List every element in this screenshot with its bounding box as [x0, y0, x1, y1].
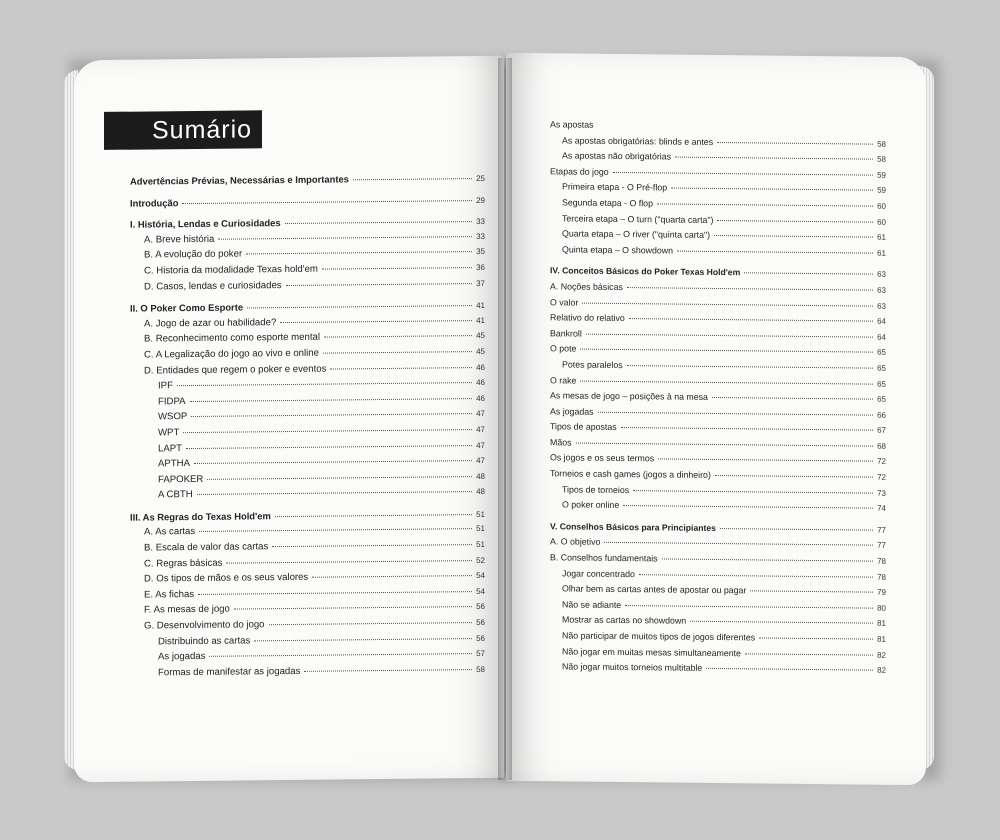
toc-page-number: 58 — [476, 664, 485, 674]
dot-leader — [190, 398, 473, 402]
toc-entry-title: Não se adiante — [562, 599, 622, 610]
toc-page-number: 64 — [877, 332, 886, 342]
toc-page-number: 45 — [476, 346, 485, 356]
toc-page-number: 59 — [877, 170, 886, 180]
dot-leader — [715, 475, 873, 478]
toc-entry-title: Primeira etapa - O Pré-flop — [562, 181, 668, 193]
toc-entry — [130, 664, 485, 683]
dot-leader — [285, 221, 473, 224]
toc-entry-title: C. Regras básicas — [144, 557, 223, 570]
dot-leader — [269, 622, 473, 625]
toc-page-number: 47 — [476, 424, 485, 434]
toc-entry-title: Jogar concentrado — [562, 568, 635, 579]
dot-leader — [312, 575, 472, 578]
toc-entry-title: FIDPA — [158, 395, 186, 408]
toc-entry-title: F. As mesas de jogo — [144, 604, 230, 616]
toc-entry-title: FAPOKER — [158, 473, 204, 486]
dot-leader — [247, 305, 472, 308]
toc-page-number: 57 — [476, 649, 485, 659]
toc-entry-title: O valor — [550, 296, 579, 308]
toc-page-number: 51 — [476, 509, 485, 519]
toc-page-number: 56 — [476, 633, 485, 643]
dot-leader — [198, 591, 472, 595]
toc-page-number: 41 — [476, 301, 485, 311]
toc-page-number: 60 — [877, 201, 886, 211]
toc-page-number: 68 — [877, 441, 886, 451]
toc-page-number: 82 — [877, 650, 886, 660]
toc-entry-title: Olhar bem as cartas antes de apostar ou pagar — [562, 583, 747, 596]
dot-leader — [639, 574, 873, 577]
dot-leader — [226, 560, 472, 564]
toc-entry-title: Os jogos e os seus termos — [550, 452, 655, 464]
toc-entry-title: WSOP — [158, 411, 188, 423]
toc-page-number: 72 — [877, 472, 886, 482]
dot-leader — [191, 413, 472, 417]
toc-entry-title: As jogadas — [550, 405, 594, 417]
toc-entry — [550, 244, 886, 263]
dot-leader — [194, 460, 472, 464]
dot-leader — [627, 287, 873, 291]
dot-leader — [706, 668, 873, 671]
toc-page-number: 65 — [877, 394, 886, 404]
toc-page-number: 80 — [877, 603, 886, 613]
toc-entry-title: LAPT — [158, 442, 182, 454]
dot-leader — [323, 351, 472, 354]
toc-page-number: 56 — [476, 602, 485, 612]
toc-page-number: 54 — [476, 571, 485, 581]
dot-leader — [182, 200, 472, 204]
toc-entry-title: A. O objetivo — [550, 536, 601, 548]
toc-page-number: 33 — [476, 231, 485, 241]
toc-entry-title: Não jogar muitos torneios multitable — [562, 661, 703, 674]
dot-leader — [627, 365, 873, 369]
toc-page-number: 61 — [877, 248, 886, 258]
toc-page-number: 65 — [877, 379, 886, 389]
toc-entry — [550, 661, 886, 680]
dot-leader — [629, 318, 873, 322]
toc-page-number: 78 — [877, 572, 886, 582]
toc-page-number: 52 — [476, 555, 485, 565]
toc-entry-title: D. Os tipos de mãos e os seus valores — [144, 572, 309, 585]
toc-entry-title: As apostas não obrigatórias — [562, 150, 672, 162]
toc-page-number: 61 — [877, 232, 886, 242]
toc-entry-title: Distribuindo as cartas — [158, 635, 251, 647]
toc-page-number: 63 — [877, 285, 886, 295]
toc-entry-title: III. As Regras do Texas Hold'em — [130, 510, 271, 523]
toc-page-number: 46 — [476, 393, 485, 403]
toc-entry-title: A. As cartas — [144, 526, 196, 538]
dot-leader — [218, 236, 472, 240]
dot-leader — [304, 669, 472, 672]
toc-page-number: 25 — [476, 173, 485, 184]
toc-page-number: 73 — [877, 488, 886, 498]
toc-page-number: 81 — [877, 619, 886, 629]
toc-page-number: 63 — [877, 301, 886, 311]
toc-page-number: 65 — [877, 363, 886, 373]
toc-page-number: 47 — [476, 409, 485, 419]
toc-page-number: 77 — [877, 525, 886, 535]
dot-leader — [275, 514, 472, 517]
toc-entry-title: As jogadas — [158, 651, 206, 663]
toc-entry-title: O poker online — [562, 499, 620, 511]
toc-page-number: 67 — [877, 425, 886, 436]
toc-entry-title: C. A Legalização do jogo ao vivo e online — [144, 347, 319, 361]
dot-leader — [720, 528, 873, 531]
toc-entry-title: I. História, Lendas e Curiosidades — [130, 217, 281, 230]
dot-leader — [183, 429, 472, 433]
toc-entry-title: C. Historia da modalidade Texas hold'em — [144, 263, 318, 277]
toc-entry-title: Não participar de muitos tipos de jogos diferentes — [562, 630, 756, 643]
toc-entry-title: APTHA — [158, 458, 190, 470]
dot-leader — [675, 157, 873, 160]
dot-leader — [330, 367, 472, 369]
toc-entry-title: As apostas — [550, 119, 594, 130]
toc-entry-title: A. Noções básicas — [550, 281, 623, 292]
toc-entry-title: G. Desenvolvimento do jogo — [144, 619, 265, 632]
left-page — [74, 56, 504, 783]
toc-page-number: 66 — [877, 410, 886, 420]
toc-page-number: 82 — [877, 665, 886, 675]
toc-page-number: 45 — [476, 331, 485, 341]
toc-page-number: 64 — [877, 316, 886, 326]
toc-entry-title: E. As fichas — [144, 588, 195, 601]
right-page — [506, 53, 926, 785]
dot-leader — [353, 178, 472, 180]
dot-leader — [745, 653, 873, 655]
dot-leader — [744, 273, 873, 275]
dot-leader — [197, 491, 472, 495]
toc-entry-title: Terceira etapa – O turn ("quarta carta") — [562, 212, 714, 225]
dot-leader — [759, 637, 873, 639]
toc-left-column — [130, 172, 485, 683]
toc-entry-title: B. Conselhos fundamentais — [550, 552, 658, 564]
toc-entry — [550, 500, 886, 519]
dot-leader — [580, 349, 873, 353]
dot-leader — [246, 251, 472, 254]
toc-entry-title: D. Entidades que regem o poker e eventos — [144, 363, 327, 377]
toc-entry-title: B. A evolução do poker — [144, 248, 243, 261]
toc-entry-title: Tipos de apostas — [550, 421, 617, 433]
dot-leader — [750, 591, 873, 593]
toc-entry-title: Quinta etapa – O showdown — [562, 244, 674, 256]
toc-entry — [130, 172, 485, 191]
toc-entry-title: Não jogar em muitas mesas simultaneamente — [562, 645, 741, 658]
dot-leader — [623, 505, 873, 509]
toc-entry-title: B. Reconhecimento como esporte mental — [144, 332, 320, 345]
dot-leader — [207, 476, 472, 480]
dot-leader — [712, 397, 873, 400]
toc-page-number: 37 — [476, 278, 485, 288]
dot-leader — [662, 558, 874, 561]
page-title: Sumário — [104, 110, 262, 150]
toc-page-number: 63 — [877, 270, 886, 280]
dot-leader — [717, 142, 873, 145]
dot-leader — [658, 459, 873, 462]
dot-leader — [586, 333, 873, 337]
dot-leader — [604, 542, 873, 546]
toc-page-number: 72 — [877, 457, 886, 467]
toc-entry-title: O pote — [550, 343, 577, 354]
toc-page-number: 60 — [877, 217, 886, 227]
toc-page-number: 74 — [877, 503, 886, 514]
toc-entry-title: IV. Conceitos Básicos do Poker Texas Hold'em — [550, 265, 741, 278]
dot-leader — [677, 250, 873, 253]
toc-page-number: 48 — [476, 487, 485, 497]
toc-entry-title: II. O Poker Como Esporte — [130, 301, 244, 314]
toc-entry-title: Tipos de torneios — [562, 484, 630, 495]
toc-entry-title: B. Escala de valor das cartas — [144, 541, 269, 554]
toc-entry-title: V. Conselhos Básicos para Principiantes — [550, 521, 716, 533]
dot-leader — [613, 172, 873, 176]
dot-leader — [657, 203, 873, 206]
toc-entry-title: Torneios e cash games (jogos a dinheiro) — [550, 468, 711, 481]
toc-entry — [130, 486, 485, 505]
toc-entry-title: Bankroll — [550, 327, 582, 339]
toc-page-number: 48 — [476, 471, 485, 481]
dot-leader — [209, 653, 472, 657]
dot-leader — [598, 411, 874, 415]
dot-leader — [576, 442, 874, 446]
toc-page-number: 65 — [877, 347, 886, 358]
dot-leader — [177, 382, 472, 386]
toc-entry-title: As mesas de jogo – posições à na mesa — [550, 390, 708, 403]
dot-leader — [633, 490, 873, 494]
toc-entry — [130, 194, 485, 213]
dot-leader — [671, 188, 873, 191]
toc-page-number: 79 — [877, 587, 886, 597]
toc-page-number: 77 — [877, 541, 886, 551]
toc-entry-title: IPF — [158, 380, 173, 392]
toc-entry — [130, 278, 485, 297]
toc-entry-title: Advertências Prévias, Necessárias e Importantes — [130, 173, 349, 187]
toc-page-number: 81 — [877, 634, 886, 644]
toc-entry-title: Etapas do jogo — [550, 166, 609, 177]
toc-page-number: 46 — [476, 378, 485, 388]
toc-entry-title: A. Breve história — [144, 233, 215, 246]
toc-entry-title: Mãos — [550, 437, 572, 448]
dot-leader — [280, 320, 472, 323]
toc-entry-title: WPT — [158, 427, 180, 439]
toc-page-number: 56 — [476, 617, 485, 628]
toc-right-column — [550, 119, 886, 680]
book-gutter — [498, 58, 512, 780]
toc-entry-title: A CBTH — [158, 489, 193, 501]
toc-page-number: 58 — [877, 154, 886, 164]
toc-page-number: 36 — [476, 262, 485, 273]
toc-page-number: 51 — [476, 540, 485, 550]
dot-leader — [186, 445, 472, 449]
toc-page-number: 46 — [476, 362, 485, 372]
dot-leader — [254, 638, 472, 641]
toc-page-number: 59 — [877, 186, 886, 196]
toc-entry-title: Relativo do relativo — [550, 312, 625, 324]
toc-page-number: 54 — [476, 586, 485, 596]
dot-leader — [625, 605, 873, 609]
toc-page-number: 33 — [476, 217, 485, 227]
toc-entry-title: Introdução — [130, 196, 179, 209]
dot-leader — [322, 267, 472, 270]
toc-page-number: 51 — [476, 524, 485, 534]
toc-page-number: 41 — [476, 315, 485, 325]
dot-leader — [714, 235, 873, 238]
toc-page-number: 29 — [476, 195, 485, 205]
dot-leader — [234, 607, 472, 610]
toc-entry-title: D. Casos, lendas e curiosidades — [144, 279, 282, 293]
toc-entry-title: A. Jogo de azar ou habilidade? — [144, 316, 277, 330]
toc-page-number: 47 — [476, 440, 485, 450]
dot-leader — [621, 427, 873, 431]
toc-entry-title: Formas de manifestar as jogadas — [158, 665, 301, 679]
dot-leader — [717, 220, 873, 223]
toc-entry-title: Mostrar as cartas no showdown — [562, 614, 687, 627]
toc-page-number: 58 — [877, 139, 886, 149]
toc-entry-title: Potes paralelos — [562, 359, 623, 370]
dot-leader — [286, 283, 473, 286]
dot-leader — [690, 621, 873, 624]
dot-leader — [580, 380, 873, 384]
dot-leader — [199, 529, 472, 533]
toc-page-number: 47 — [476, 456, 485, 466]
toc-page-number: 35 — [476, 247, 485, 257]
dot-leader — [582, 302, 873, 306]
toc-page-number: 78 — [877, 556, 886, 566]
toc-entry-title: O rake — [550, 374, 577, 386]
dot-leader — [324, 335, 472, 338]
toc-entry-title: Quarta etapa – O river ("quinta carta") — [562, 228, 711, 241]
toc-entry-title: Segunda etapa - O flop — [562, 197, 653, 209]
toc-entry-title: As apostas obrigatórias: blinds e antes — [562, 134, 714, 147]
dot-leader — [272, 544, 472, 547]
